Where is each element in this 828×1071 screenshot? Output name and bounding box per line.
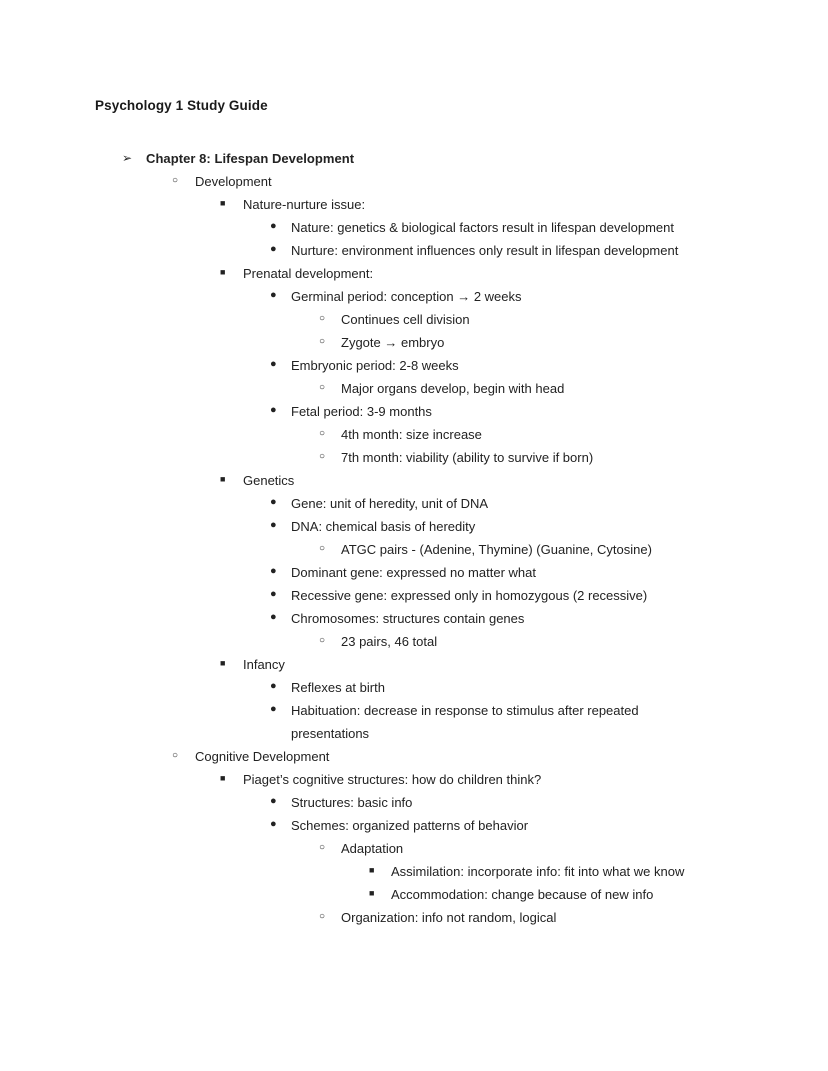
disc-bullet-icon: ● [270,358,277,370]
disc-bullet-icon: ● [270,795,277,807]
outline-item [122,147,733,170]
outline-item-label: 7th month: viability (ability to survive if born) [341,450,594,465]
outline-item [319,331,733,354]
outline-item [270,285,733,308]
outline-item [270,492,733,515]
outline-list [95,147,733,929]
outline-item [369,860,733,883]
outline-item-label: 4th month: size increase [341,427,482,442]
circle-bullet-icon: ○ [319,382,326,393]
outline-item [172,745,733,768]
outline-item-label: DNA: chemical basis of heredity [291,519,476,534]
disc-bullet-icon: ● [270,289,277,301]
square-bullet-icon: ■ [220,267,226,277]
outline-item [270,699,733,745]
outline-item-label: Dominant gene: expressed no matter what [291,565,536,580]
outline-item-label: Nurture: environment influences only result in lifespan development [291,243,679,258]
outline-item-label: Chromosomes: structures contain genes [291,611,525,626]
circle-bullet-icon: ○ [319,336,326,347]
outline-item [319,377,733,400]
outline-item-label: Habituation: decrease in response to stimulus after repeated presentations [291,703,639,741]
disc-bullet-icon: ● [270,519,277,531]
square-bullet-icon: ■ [220,198,226,208]
circle-bullet-icon: ○ [319,313,326,324]
outline-item [270,791,733,814]
outline-item [319,308,733,331]
outline-item [270,354,733,377]
outline-item-label: Accommodation: change because of new info [391,887,654,902]
outline-item-label: Embryonic period: 2-8 weeks [291,358,459,373]
outline-item-label: Structures: basic info [291,795,413,810]
outline-item [172,170,733,193]
outline-item-label: Reflexes at birth [291,680,385,695]
outline-item [319,446,733,469]
outline-item [319,837,733,860]
outline-item-label: Nature-nurture issue: [243,197,366,212]
circle-bullet-icon: ○ [319,543,326,554]
outline-item-label: ATGC pairs - (Adenine, Thymine) (Guanine, Cytosine) [341,542,652,557]
page-title: Psychology 1 Study Guide [95,98,268,113]
outline-item [220,653,733,676]
disc-bullet-icon: ● [270,243,277,255]
outline-item-label: Assimilation: incorporate info: fit into what we know [391,864,685,879]
circle-bullet-icon: ○ [319,842,326,853]
circle-bullet-icon: ○ [172,750,179,761]
outline-item [220,193,733,216]
outline-item [369,883,733,906]
outline-item [270,814,733,837]
disc-bullet-icon: ● [270,565,277,577]
outline-item-label: Gene: unit of heredity, unit of DNA [291,496,489,511]
square-bullet-icon: ■ [220,474,226,484]
outline-item [319,538,733,561]
outline-item-label: Fetal period: 3-9 months [291,404,432,419]
outline-item-label: Development [195,174,272,189]
outline-item [270,676,733,699]
outline-item [270,239,733,262]
circle-bullet-icon: ○ [319,428,326,439]
outline-item [270,216,733,239]
square-bullet-icon: ■ [369,865,375,875]
outline-item-label: Piaget’s cognitive structures: how do children think? [243,772,542,787]
outline-item-label: Cognitive Development [195,749,330,764]
square-bullet-icon: ■ [220,658,226,668]
outline-item-label: Organization: info not random, logical [341,910,557,925]
square-bullet-icon: ■ [220,773,226,783]
outline-item-label: Genetics [243,473,295,488]
disc-bullet-icon: ● [270,818,277,830]
outline-item [270,515,733,538]
outline-item [270,561,733,584]
outline-item [220,469,733,492]
circle-bullet-icon: ○ [319,635,326,646]
outline-item-label: Germinal period: conception → 2 weeks [291,289,522,304]
circle-bullet-icon: ○ [172,175,179,186]
outline-item-label: Prenatal development: [243,266,374,281]
disc-bullet-icon: ● [270,680,277,692]
outline-item [319,423,733,446]
square-bullet-icon: ■ [369,888,375,898]
outline-item [270,607,733,630]
outline-item [319,630,733,653]
outline-item-label: Recessive gene: expressed only in homozygous (2 recessive) [291,588,648,603]
disc-bullet-icon: ● [270,496,277,508]
outline-item-label: Nature: genetics & biological factors result in lifespan development [291,220,674,235]
outline-item [319,906,733,929]
disc-bullet-icon: ● [270,611,277,623]
outline-item-label: 23 pairs, 46 total [341,634,438,649]
outline-item-label: Chapter 8: Lifespan Development [146,151,355,166]
arrow-bullet-icon: ➢ [122,151,133,165]
disc-bullet-icon: ● [270,588,277,600]
outline-item [220,262,733,285]
outline-item-label: Zygote → embryo [341,335,445,350]
outline-item-label: Infancy [243,657,285,672]
outline-item [270,400,733,423]
outline-item-label: Adaptation [341,841,404,856]
outline-item [220,768,733,791]
disc-bullet-icon: ● [270,404,277,416]
circle-bullet-icon: ○ [319,911,326,922]
outline-item-label: Schemes: organized patterns of behavior [291,818,529,833]
outline-item-label: Major organs develop, begin with head [341,381,565,396]
disc-bullet-icon: ● [270,703,277,715]
outline-item [270,584,733,607]
disc-bullet-icon: ● [270,220,277,232]
circle-bullet-icon: ○ [319,451,326,462]
outline-item-label: Continues cell division [341,312,470,327]
